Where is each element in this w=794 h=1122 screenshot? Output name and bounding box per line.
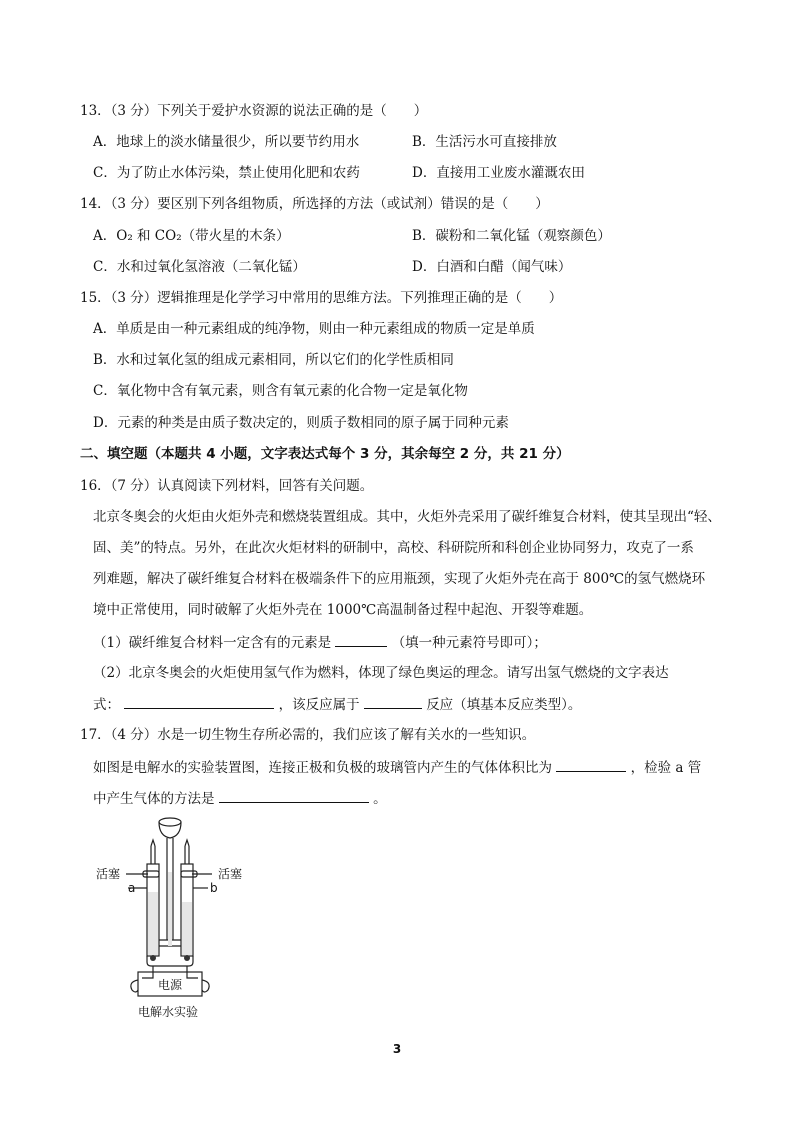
answer-blank[interactable] [124,694,274,709]
q16-paragraph-line: 北京冬奥会的火炬由火炬外壳和燃烧装置组成。其中，火炬外壳采用了碳纤维复合材料，使其呈现出“轻、 [93,509,721,525]
tube-b-label: b [210,881,218,895]
section-heading: 二、填空题（本题共 4 小题，文字表达式每个 3 分，其余每空 2 分，共 21 分） [80,446,570,462]
q16-subq2-suffix: 反应（填基本反应类型）。 [426,697,582,713]
clip-right [202,980,209,992]
figure-caption: 电解水实验 [138,1005,199,1019]
tube-a-water [148,892,158,955]
q13-option-c: C．为了防止水体污染，禁止使用化肥和农药 [93,165,360,181]
left-valve-label: 活塞 [96,867,121,881]
q16-paragraph-line: 固、美”的特点。另外，在此次火炬材料的研制中，高校、科研院所和科创企业协同努力，攻克了一系 [93,540,694,556]
q13-option-a: A．地球上的淡水储量很少，所以要节约用水 [93,134,360,150]
q14-option-a: A．O₂ 和 CO₂（带火星的木条） [93,228,290,244]
q14-option-d: D．白酒和白醋（闻气味） [412,259,572,275]
power-supply-label: 电源 [158,978,183,992]
q16-subq1-text: （1）碳纤维复合材料一定含有的元素是 [93,635,332,651]
q17-line2 [93,788,387,809]
q15-option-a: A．单质是由一种元素组成的纯净物，则由一种元素组成的物质一定是单质 [93,321,535,337]
electrode-a [150,955,156,961]
q15-option-b: B．水和过氧化氢的组成元素相同，所以它们的化学性质相同 [93,352,454,368]
q17-line1-text: 如图是电解水的实验装置图，连接正极和负极的玻璃管内产生的气体体积比为 [93,760,552,776]
tube-b-water [182,902,192,955]
q14-stem: 14．（3 分）要区别下列各组物质，所选择的方法（或试剂）错误的是（ ） [80,196,549,212]
q14-option-b: B．碳粉和二氧化锰（观察颜色） [412,228,611,244]
q13-stem: 13．（3 分）下列关于爱护水资源的说法正确的是（ ） [80,103,428,119]
tube-a-tip [151,840,155,846]
q15-option-d: D．元素的种类是由质子数决定的，则质子数相同的原子属于同种元素 [93,415,509,431]
q16-subq2-answer-line [93,694,581,715]
electrolysis-diagram [80,812,260,1024]
answer-blank[interactable] [219,788,369,803]
q16-subq2-mid: ，该反应属于 [278,697,360,713]
q16-subq1-hint: （填一种元素符号即可）； [391,635,547,651]
answer-blank[interactable] [335,632,387,647]
q16-paragraph-line: 列难题，解决了碳纤维复合材料在极端条件下的应用瓶颈，实现了火炬外壳在高于 800℃的氢气燃烧环 [93,571,706,587]
q17-line1 [93,757,701,778]
q16-subq1 [93,632,547,653]
q17-line2-text: 中产生气体的方法是 [93,791,215,807]
center-tube-water [168,872,172,946]
tube-b-tip [185,840,189,846]
clip-left [131,980,138,992]
q16-subq2-text: （2）北京冬奥会的火炬使用氢气作为燃料，体现了绿色奥运的理念。请写出氢气燃烧的文字表达 [93,665,669,681]
reservoir-rim [159,818,181,826]
q15-option-c: C．氧化物中含有氧元素，则含有氧元素的化合物一定是氧化物 [93,383,468,399]
electrolysis-apparatus-illustration [80,812,260,1024]
q17-line1-suffix: ，检验 a 管 [630,760,702,776]
q14-option-c: C．水和过氧化氢溶液（二氧化锰） [93,259,306,275]
q16-paragraph-line: 境中正常使用，同时破解了火炬外壳在 1000℃高温制备过程中起泡、开裂等难题。 [93,602,593,618]
answer-blank[interactable] [556,757,626,772]
q17-stem: 17．（4 分）水是一切生物生存所必需的，我们应该了解有关水的一些知识。 [80,727,536,743]
page-number: 3 [392,1042,402,1056]
q13-option-d: D．直接用工业废水灌溉农田 [412,165,585,181]
q15-stem: 15．（3 分）逻辑推理是化学学习中常用的思维方法。下列推理正确的是（ ） [80,290,563,306]
q16-stem: 16．（7 分）认真阅读下列材料，回答有关问题。 [80,478,374,494]
q17-line2-suffix: 。 [373,791,387,807]
electrode-b [184,955,190,961]
answer-blank[interactable] [364,694,422,709]
tube-a-label: a [128,881,136,895]
q13-option-b: B．生活污水可直接排放 [412,134,557,150]
q16-subq2-prefix: 式： [93,697,120,713]
right-valve-label: 活塞 [218,867,243,881]
